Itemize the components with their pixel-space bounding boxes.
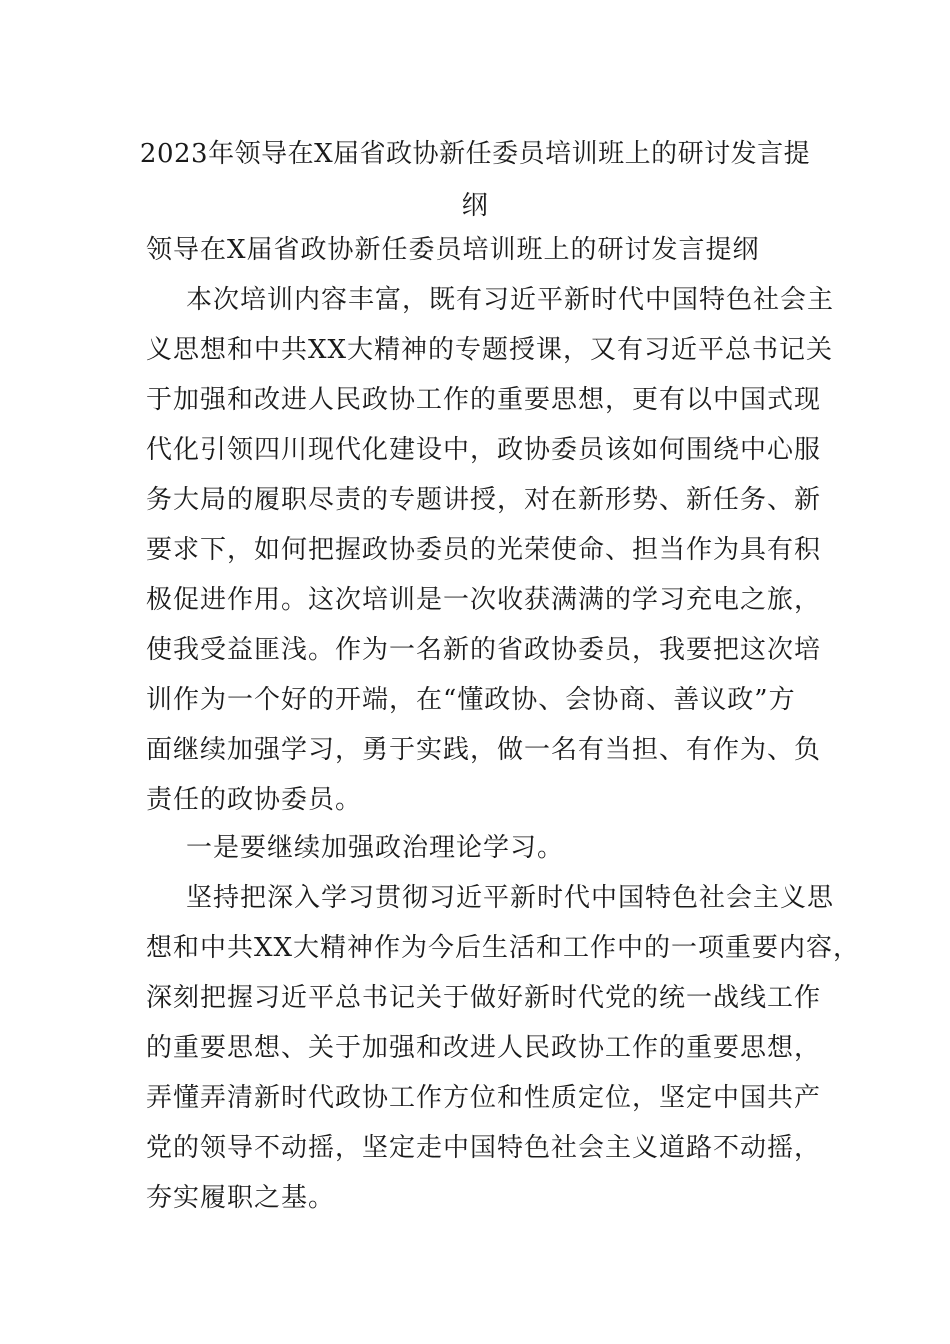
paragraph-1-line: 义思想和中共XX大精神的专题授课，又有习近平总书记关 <box>146 335 834 365</box>
title-line-1: 2023年领导在X届省政协新任委员培训班上的研讨发言提 <box>139 139 811 169</box>
paragraph-2-line: 弄懂弄清新时代政协工作方位和性质定位，坚定中国共产 <box>146 1083 822 1113</box>
section-heading: 一是要继续加强政治理论学习。 <box>186 833 565 863</box>
paragraph-1-line: 本次培训内容丰富，既有习近平新时代中国特色社会主 <box>186 285 835 315</box>
paragraph-2-line: 的重要思想、关于加强和改进人民政协工作的重要思想， <box>146 1033 822 1063</box>
paragraph-1-line: 务大局的履职尽责的专题讲授，对在新形势、新任务、新 <box>146 485 822 515</box>
paragraph-1-line: 极促进作用。这次培训是一次收获满满的学习充电之旅， <box>146 585 822 615</box>
paragraph-2-line: 党的领导不动摇，坚定走中国特色社会主义道路不动摇， <box>146 1133 822 1163</box>
document-subtitle: 领导在X届省政协新任委员培训班上的研讨发言提纲 <box>146 235 760 265</box>
paragraph-1-line: 代化引领四川现代化建设中，政协委员该如何围绕中心服 <box>146 435 822 465</box>
title-line-2: 纲 <box>461 191 489 221</box>
paragraph-2-line: 坚持把深入学习贯彻习近平新时代中国特色社会主义思 <box>186 883 835 913</box>
paragraph-1-line: 训作为一个好的开端，在“懂政协、会协商、善议政”方 <box>146 685 796 715</box>
paragraph-2-line: 夯实履职之基。 <box>146 1183 336 1213</box>
document-title <box>120 128 830 232</box>
paragraph-1-line: 面继续加强学习，勇于实践，做一名有当担、有作为、负 <box>146 735 822 765</box>
paragraph-2-line: 想和中共XX大精神作为今后生活和工作中的一项重要内容， <box>146 933 861 963</box>
paragraph-1-line: 要求下，如何把握政协委员的光荣使命、担当作为具有积 <box>146 535 822 565</box>
paragraph-1-line: 于加强和改进人民政协工作的重要思想，更有以中国式现 <box>146 385 822 415</box>
paragraph-2-line: 深刻把握习近平总书记关于做好新时代党的统一战线工作 <box>146 983 822 1013</box>
paragraph-1-line: 使我受益匪浅。作为一名新的省政协委员，我要把这次培 <box>146 635 822 665</box>
paragraph-1-line: 责任的政协委员。 <box>146 785 363 815</box>
